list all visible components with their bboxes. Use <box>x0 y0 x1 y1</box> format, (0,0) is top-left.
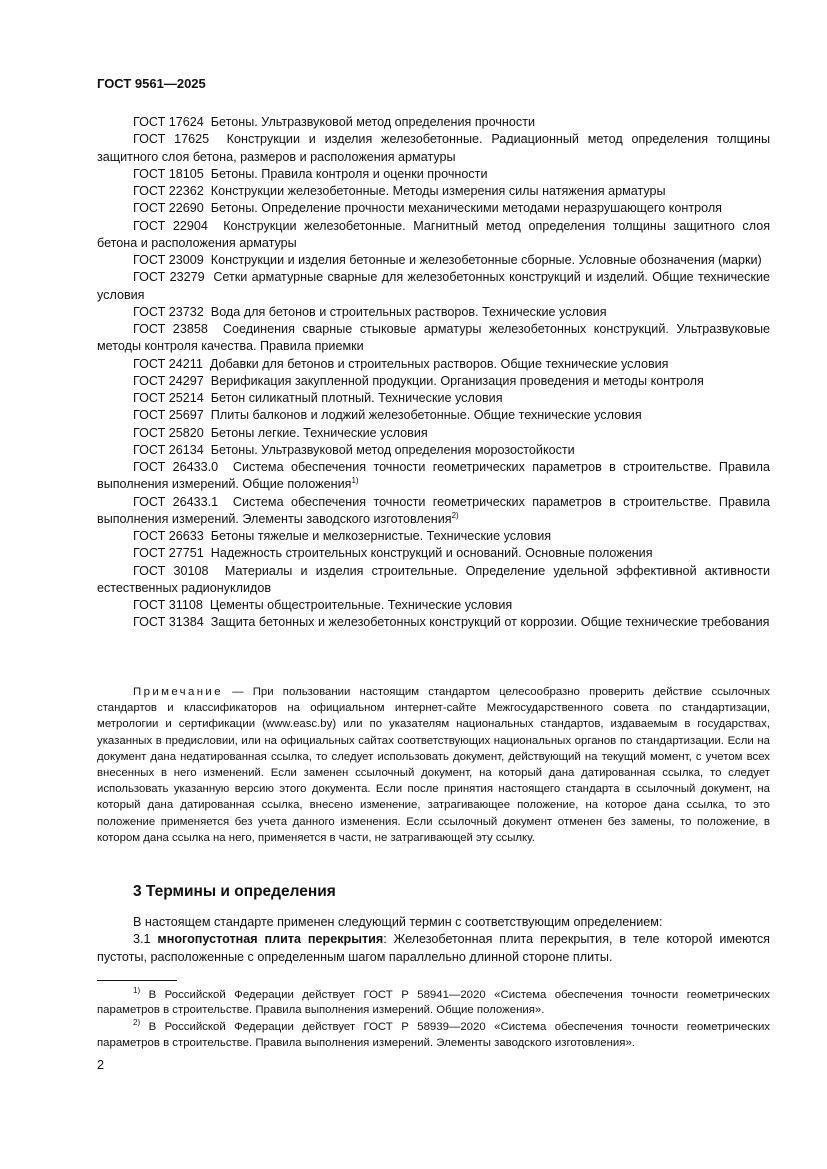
note-label: Примечание <box>133 686 223 698</box>
reference-item <box>97 269 770 304</box>
reference-title: Бетоны. Определение прочности механическими методами неразрушающего контроля <box>210 201 722 216</box>
reference-title: Конструкции железобетонные. Методы измерения силы натяжения арматуры <box>210 184 666 198</box>
page-number: 2 <box>97 1058 105 1072</box>
reference-title: Плиты балконов и лоджий железобетонные. Общие технические условия <box>210 408 642 423</box>
reference-item <box>97 545 770 562</box>
reference-code: ГОСТ 23732 <box>133 304 204 319</box>
term-definition <box>97 931 770 966</box>
reference-code: ГОСТ 25214 <box>133 391 204 405</box>
term-name: многопустотная плита перекрытия <box>157 932 384 947</box>
reference-title: Конструкции железобетонные. Магнитный метод определения толщины защитного слоя бетона и расположения арматуры <box>97 218 771 250</box>
reference-code: ГОСТ 24211 <box>133 356 203 371</box>
reference-item <box>97 407 770 424</box>
reference-item <box>97 459 770 494</box>
document-code: ГОСТ 9561—2025 <box>97 76 206 91</box>
reference-title: Конструкции и изделия железобетонные. Радиационный метод определения толщины защитного слоя бетона, размеров и расположения арматуры <box>97 132 771 164</box>
footnote <box>97 1020 770 1050</box>
footnote-mark: 2) <box>133 1018 141 1028</box>
reference-title: Система обеспечения точности геометрических параметров в строительстве. Правила выполнения измерений. Общие положения <box>97 460 770 492</box>
reference-code: ГОСТ 23858 <box>133 322 208 336</box>
reference-title: Бетоны тяжелые и мелкозернистые. Технические условия <box>210 529 552 543</box>
reference-code: ГОСТ 23279 <box>133 270 205 285</box>
reference-title: Цементы общестроительные. Технические условия <box>209 598 513 612</box>
reference-code: ГОСТ 17624 <box>133 115 204 129</box>
footnote <box>97 988 770 1018</box>
reference-title: Бетон силикатный плотный. Технические условия <box>210 391 503 405</box>
section-title: 3 Термины и определения <box>133 883 336 900</box>
reference-code: ГОСТ 26633 <box>133 529 204 543</box>
reference-code: ГОСТ 31384 <box>133 615 204 630</box>
reference-item <box>97 356 770 373</box>
term-definition-text: : Железобетонная плита перекрытия, в теле которой имеются пустоты, расположенные с определенным шагом параллельно длинной стороне плиты. <box>97 932 770 964</box>
reference-item <box>97 373 770 390</box>
reference-item <box>97 304 770 321</box>
section-body <box>97 914 770 966</box>
reference-title: Бетоны. Правила контроля и оценки прочности <box>210 166 488 181</box>
reference-title: Добавки для бетонов и строительных растворов. Общие технические условия <box>209 356 669 371</box>
reference-item <box>97 390 770 407</box>
reference-item <box>97 131 770 166</box>
footnote-reference-mark: 2) <box>451 510 459 520</box>
footnote-text: В Российской Федерации действует ГОСТ Р 58939—2020 «Система обеспечения точности геометрических параметров в строительстве. Правила выполнения измерений. Элементы заводского изготовления». <box>97 1021 770 1049</box>
reference-code: ГОСТ 22690 <box>133 201 204 216</box>
reference-title: Бетоны легкие. Технические условия <box>210 425 428 440</box>
reference-item <box>97 200 770 217</box>
reference-code: ГОСТ 26134 <box>133 442 204 457</box>
normative-references-list <box>97 114 770 632</box>
reference-title: Соединения сварные стыковые арматуры железобетонных конструкций. Ультразвуковые методы контроля качества. Правила приемки <box>97 322 771 354</box>
reference-item <box>97 252 770 269</box>
reference-item <box>97 425 770 442</box>
reference-title: Система обеспечения точности геометрических параметров в строительстве. Правила выполнения измерений. Элементы заводского изготовления <box>97 494 770 526</box>
reference-item <box>97 494 770 529</box>
reference-item <box>97 563 770 598</box>
note-paragraph <box>97 684 770 846</box>
reference-code: ГОСТ 26433.0 <box>133 460 219 474</box>
reference-title: Защита бетонных и железобетонных конструкций от коррозии. Общие технические требования <box>210 615 770 630</box>
reference-item <box>97 614 770 631</box>
footnote-separator <box>97 980 177 981</box>
reference-code: ГОСТ 27751 <box>133 546 204 561</box>
reference-item <box>97 597 770 614</box>
reference-code: ГОСТ 22904 <box>133 218 208 233</box>
reference-code: ГОСТ 23009 <box>133 253 204 267</box>
reference-title: Конструкции и изделия бетонные и железобетонные сборные. Условные обозначения (марки) <box>210 253 762 267</box>
reference-item <box>97 183 770 200</box>
reference-code: ГОСТ 30108 <box>133 563 209 578</box>
note-text: — При пользовании настоящим стандартом целесообразно проверить действие ссылочных стандартов и классификаторов на официальном интернет-сайте Межгосударственного совета по стандартизации, метрологии и сертификации (www.easc.by) или по указателям национальных стандартов, издаваемым в государствах, указанных в предисловии, или на официальных сайтах соответствующих национальных органов по стандартизации. Если на документ дана недатированная ссылка, то следует использовать документ, действующий на текущий момент, с учетом всех внесенных в него изменений. Если заменен ссылочный документ, на который дана датированная ссылка, то следует использовать указанную версию этого документа. Если после принятия настоящего стандарта в ссылочный документ, на который дана датированная ссылка, внесено изменение, затрагивающее положение, на которое дана ссылка, то это положение применяется без учета данного изменения. Если ссылочный документ отменен без замены, то положение, в котором дана ссылка на него, применяется в части, не затрагивающей эту ссылку. <box>97 686 770 844</box>
footnote-text: В Российской Федерации действует ГОСТ Р 58941—2020 «Система обеспечения точности геометрических параметров в строительстве. Правила выполнения измерений. Общие положения». <box>97 989 770 1017</box>
term-number: 3.1 <box>133 932 158 947</box>
reference-title: Материалы и изделия строительные. Определение удельной эффективной активности естественных радионуклидов <box>97 563 771 595</box>
reference-code: ГОСТ 25820 <box>133 425 204 440</box>
reference-item <box>97 442 770 459</box>
footnote-mark: 1) <box>133 986 141 996</box>
reference-item <box>97 528 770 545</box>
reference-code: ГОСТ 24297 <box>133 373 204 388</box>
reference-code: ГОСТ 22362 <box>133 184 204 198</box>
reference-code: ГОСТ 25697 <box>133 408 204 423</box>
reference-title: Бетоны. Ультразвуковой метод определения морозостойкости <box>210 442 575 457</box>
reference-item <box>97 166 770 183</box>
reference-title: Верификация закупленной продукции. Организация проведения и методы контроля <box>210 373 704 388</box>
reference-title: Сетки арматурные сварные для железобетонных конструкций и изделий. Общие технические условия <box>97 270 770 302</box>
reference-title: Вода для бетонов и строительных растворов. Технические условия <box>210 304 607 319</box>
reference-title: Надежность строительных конструкций и оснований. Основные положения <box>210 546 653 561</box>
reference-item <box>97 218 770 253</box>
reference-code: ГОСТ 18105 <box>133 166 204 181</box>
footnote-reference-mark: 1) <box>351 476 359 486</box>
reference-title: Бетоны. Ультразвуковой метод определения прочности <box>210 115 535 129</box>
footnotes <box>97 988 770 1053</box>
reference-code: ГОСТ 31108 <box>133 598 203 612</box>
section-intro: В настоящем стандарте применен следующий термин с соответствующим определением: <box>133 915 663 929</box>
reference-code: ГОСТ 17625 <box>133 132 210 147</box>
reference-item <box>97 321 770 356</box>
reference-code: ГОСТ 26433.1 <box>133 494 219 509</box>
reference-item <box>97 114 770 131</box>
